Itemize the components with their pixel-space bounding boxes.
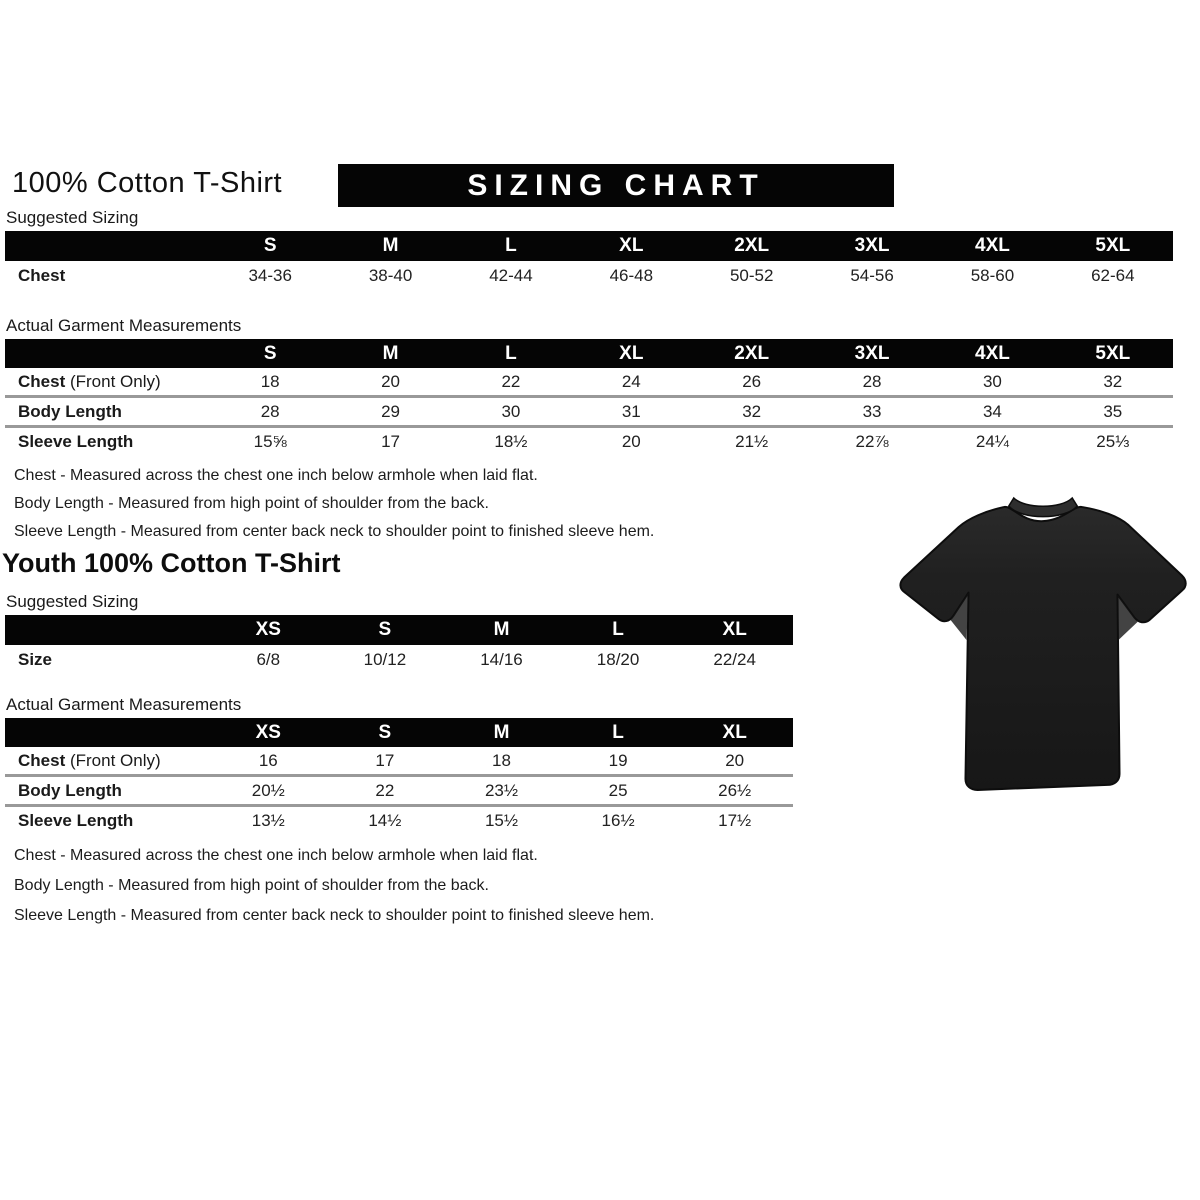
page-title: 100% Cotton T-Shirt (12, 167, 283, 199)
header-cell: S (378, 722, 392, 743)
table-cell: 32 (742, 401, 762, 421)
header-cell: 2XL (734, 343, 770, 364)
table-cell: 22 (375, 780, 395, 800)
note-body-length: Body Length - Measured from high point of shoulder from the back. (14, 877, 489, 894)
table-cell: 26 (742, 371, 762, 391)
table-cell: 22 (501, 371, 521, 391)
adult-measurement-notes (14, 462, 654, 546)
table-cell: 62-64 (1091, 265, 1135, 285)
table-row (5, 807, 793, 834)
header-cell: 5XL (1095, 343, 1131, 364)
youth-actual-measurements-label: Actual Garment Measurements (6, 695, 242, 714)
header-cell: 3XL (854, 343, 890, 364)
table-cell: 17 (375, 750, 395, 770)
note-sleeve-length: Sleeve Length - Measured from center back neck to shoulder point to finished sleeve hem. (14, 907, 655, 924)
table-cell: 29 (381, 401, 401, 421)
table-cell: 54-56 (850, 265, 894, 285)
header-cell: XS (255, 619, 281, 640)
header-cell: XL (722, 619, 747, 640)
table-cell: 22/24 (713, 649, 756, 669)
header-cell: S (263, 343, 277, 364)
table-cell: 33 (862, 401, 882, 421)
header-cell: XL (619, 235, 644, 256)
table-cell: 15½ (484, 810, 519, 830)
table-header-row (5, 718, 793, 747)
table-cell: 58-60 (970, 265, 1015, 285)
header-cell: L (612, 619, 624, 640)
table-cell: 16½ (601, 810, 635, 830)
table-cell: 46-48 (609, 265, 654, 285)
table-cell: 28 (862, 371, 882, 391)
row-label: Chest (18, 265, 66, 285)
header-cell: 5XL (1095, 235, 1131, 256)
table-header-row (5, 231, 1173, 261)
black-tshirt-photo (892, 488, 1194, 810)
table-row (5, 261, 1173, 290)
row-label: Sleeve Length (18, 431, 134, 451)
table-cell: 35 (1103, 401, 1123, 421)
table-cell: 20 (381, 371, 401, 391)
table-cell: 42-44 (489, 265, 533, 285)
row-label: Chest (Front Only) (18, 750, 161, 770)
header-cell: 4XL (975, 235, 1010, 256)
table-cell: 18 (492, 750, 511, 770)
adult-suggested-sizing-table (5, 231, 1173, 290)
table-row (5, 777, 793, 804)
adult-actual-measurements-table (5, 339, 1173, 455)
table-cell: 34-36 (248, 265, 292, 285)
youth-suggested-sizing-label: Suggested Sizing (6, 592, 139, 611)
header-cell: 4XL (975, 343, 1010, 364)
table-cell: 30 (982, 371, 1002, 391)
header-cell: 3XL (854, 235, 890, 256)
header-cell: S (263, 235, 277, 256)
table-header-row (5, 615, 793, 645)
header-cell: M (493, 722, 510, 743)
row-label: Body Length (18, 780, 122, 800)
header-cell: XL (619, 343, 644, 364)
table-cell: 24 (621, 371, 641, 391)
header-cell: XL (722, 722, 747, 743)
note-body-length: Body Length - Measured from high point of shoulder from the back. (14, 495, 489, 512)
header-spacer (5, 339, 210, 368)
header-cell: M (382, 343, 399, 364)
header-cell: M (493, 619, 510, 640)
table-cell: 50-52 (729, 265, 774, 285)
table-cell: 21½ (735, 431, 769, 451)
header-spacer (5, 615, 210, 645)
table-row (5, 398, 1173, 425)
adult-suggested-sizing-label: Suggested Sizing (6, 208, 139, 227)
table-header-row (5, 339, 1173, 368)
header-cell: M (382, 235, 399, 256)
header-cell: L (505, 235, 517, 256)
table-cell: 38-40 (368, 265, 413, 285)
table-cell: 17½ (718, 810, 752, 830)
table-cell: 6/8 (256, 649, 281, 669)
table-cell: 25⅓ (1096, 431, 1130, 451)
youth-actual-measurements-table (5, 718, 793, 834)
table-cell: 13½ (251, 810, 285, 830)
table-row (5, 368, 1173, 395)
table-cell: 31 (621, 401, 641, 421)
table-row (5, 747, 793, 774)
table-cell: 18½ (494, 431, 528, 451)
row-label: Chest (Front Only) (18, 371, 161, 391)
header-cell: L (612, 722, 624, 743)
table-cell: 17 (381, 431, 401, 451)
table-cell: 19 (608, 750, 628, 770)
table-cell: 28 (260, 401, 280, 421)
header-cell: S (378, 619, 392, 640)
note-chest: Chest - Measured across the chest one inch below armhole when laid flat. (14, 847, 538, 864)
table-cell: 14½ (368, 810, 402, 830)
table-cell: 15⅝ (253, 431, 287, 451)
table-cell: 32 (1103, 371, 1123, 391)
youth-measurement-notes (14, 841, 654, 931)
table-cell: 14/16 (480, 649, 523, 669)
youth-suggested-sizing-table (5, 615, 793, 674)
table-cell: 34 (982, 401, 1002, 421)
table-cell: 22⅞ (855, 431, 889, 451)
row-label: Body Length (18, 401, 122, 421)
table-cell: 20 (725, 750, 745, 770)
tshirt-body (900, 507, 1185, 790)
table-cell: 26½ (718, 780, 752, 800)
table-cell: 20 (621, 431, 641, 451)
table-cell: 10/12 (363, 649, 407, 669)
header-cell: 2XL (734, 235, 770, 256)
table-cell: 30 (501, 401, 521, 421)
table-cell: 25 (608, 780, 628, 800)
table-row (5, 428, 1173, 455)
note-sleeve-length: Sleeve Length - Measured from center back neck to shoulder point to finished sleeve hem. (14, 523, 655, 540)
table-cell: 18/20 (596, 649, 640, 669)
youth-section-title: Youth 100% Cotton T-Shirt (2, 548, 341, 578)
row-label: Sleeve Length (18, 810, 134, 830)
table-cell: 20½ (251, 780, 285, 800)
adult-actual-measurements-label: Actual Garment Measurements (6, 316, 242, 335)
tshirt-illustration (892, 488, 1194, 810)
table-cell: 18 (260, 371, 280, 391)
header-spacer (5, 718, 210, 747)
row-label: Size (18, 649, 53, 669)
table-row (5, 645, 793, 674)
table-cell: 24¼ (975, 431, 1009, 451)
sizing-chart-banner: SIZING CHART (338, 164, 894, 207)
header-cell: L (505, 343, 517, 364)
table-cell: 23½ (484, 780, 519, 800)
table-cell: 16 (258, 750, 278, 770)
note-chest: Chest - Measured across the chest one inch below armhole when laid flat. (14, 467, 538, 484)
header-cell: XS (255, 722, 281, 743)
header-spacer (5, 231, 210, 261)
